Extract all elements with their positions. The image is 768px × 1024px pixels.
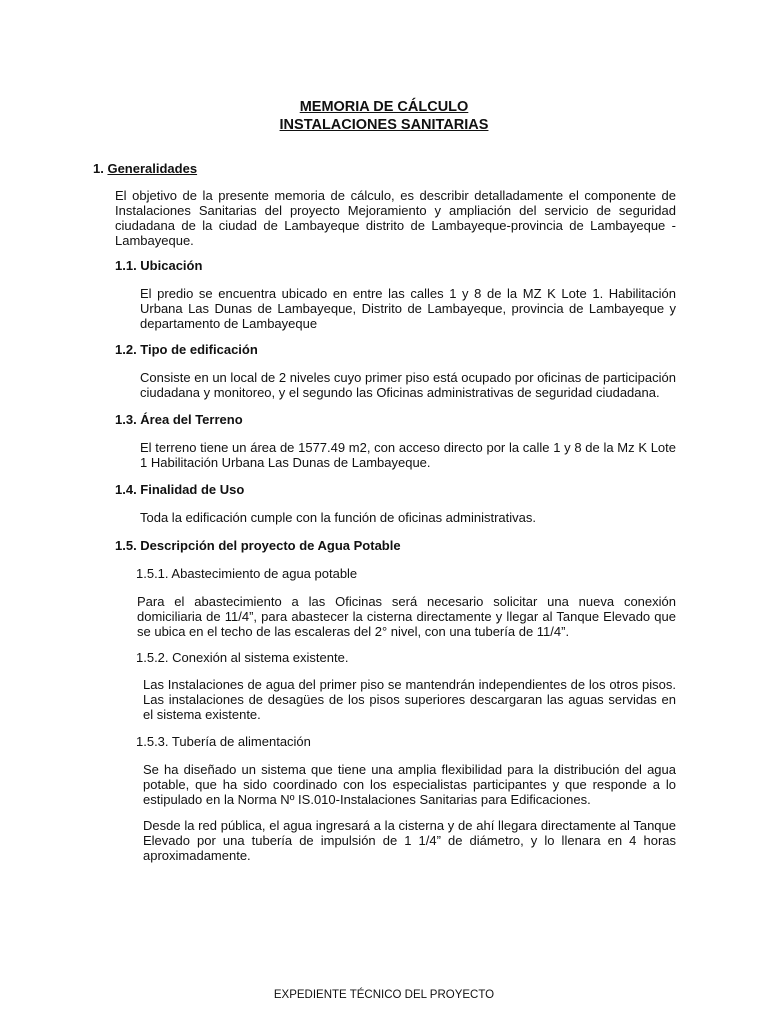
subsection-heading-tipo-edificacion: 1.2. Tipo de edificación [115, 342, 258, 357]
tuberia-paragraph-2: Desde la red pública, el agua ingresará a la cisterna y de ahí llegara directamente al Tanque Elevado por una tubería de impulsión de 1 1/4” de diámetro, y lo llenara en 4 horas aproximadamente. [143, 818, 676, 863]
document-title: MEMORIA DE CÁLCULO [299, 99, 469, 115]
generalidades-paragraph: El objetivo de la presente memoria de cálculo, es describir detalladamente el componente de Instalaciones Sanitarias del proyecto Mejoramiento y ampliación del servicio de seguridad ciudadana de la ciudad de Lambayeque distrito de Lambayeque-provincia de Lambayeque - Lambayeque. [115, 188, 676, 248]
subsection-heading-finalidad: 1.4. Finalidad de Uso [115, 482, 245, 497]
tipo-edificacion-paragraph: Consiste en un local de 2 niveles cuyo primer piso está ocupado por oficinas de participación ciudadana y monitoreo, y el segundo las Oficinas administrativas de seguridad ciudadana. [140, 370, 676, 400]
tuberia-paragraph-1: Se ha diseñado un sistema que tiene una amplia flexibilidad para la distribución del agua potable, que ha sido coordinado con los especialistas participantes y que responde a lo estipulado en la Norma Nº IS.010-Instalaciones Sanitarias para Edificaciones. [143, 762, 676, 807]
conexion-paragraph: Las Instalaciones de agua del primer piso se mantendrán independientes de los otros pisos. Las instalaciones de desagües de los pisos superiores descargaran las aguas servidas en el sistema existente. [143, 677, 676, 722]
page-footer: EXPEDIENTE TÉCNICO DEL PROYECTO [273, 989, 495, 1001]
section-number: 1. [93, 161, 104, 176]
ubicacion-paragraph: El predio se encuentra ubicado en entre las calles 1 y 8 de la MZ K Lote 1. Habilitación Urbana Las Dunas de Lambayeque, Distrito de Lambayeque, provincia de Lambayeque y departamento de Lambayeque [140, 286, 676, 331]
subsection-heading-ubicacion: 1.1. Ubicación [115, 258, 203, 273]
subsubsection-heading-abastecimiento: 1.5.1. Abastecimiento de agua potable [136, 566, 358, 581]
area-terreno-paragraph: El terreno tiene un área de 1577.49 m2, con acceso directo por la calle 1 y 8 de la Mz K Lote 1 Habilitación Urbana Las Dunas de Lambayeque. [140, 440, 676, 470]
subsubsection-heading-conexion: 1.5.2. Conexión al sistema existente. [136, 650, 349, 665]
abastecimiento-paragraph: Para el abastecimiento a las Oficinas será necesario solicitar una nueva conexión domiciliaria de 11/4”, para abastecer la cisterna directamente y llegar al Tanque Elevado que se ubica en el techo de las escaleras del 2° nivel, con una tubería de 11/4”. [137, 594, 676, 639]
section-title: Generalidades [107, 161, 198, 176]
subsection-heading-area-terreno: 1.3. Área del Terreno [115, 412, 243, 427]
section-heading-generalidades [93, 161, 197, 177]
document-subtitle: INSTALACIONES SANITARIAS [279, 117, 489, 133]
finalidad-paragraph: Toda la edificación cumple con la función de oficinas administrativas. [140, 510, 536, 525]
subsubsection-heading-tuberia: 1.5.3. Tubería de alimentación [136, 734, 311, 749]
subsection-heading-descripcion-agua: 1.5. Descripción del proyecto de Agua Potable [115, 538, 401, 553]
